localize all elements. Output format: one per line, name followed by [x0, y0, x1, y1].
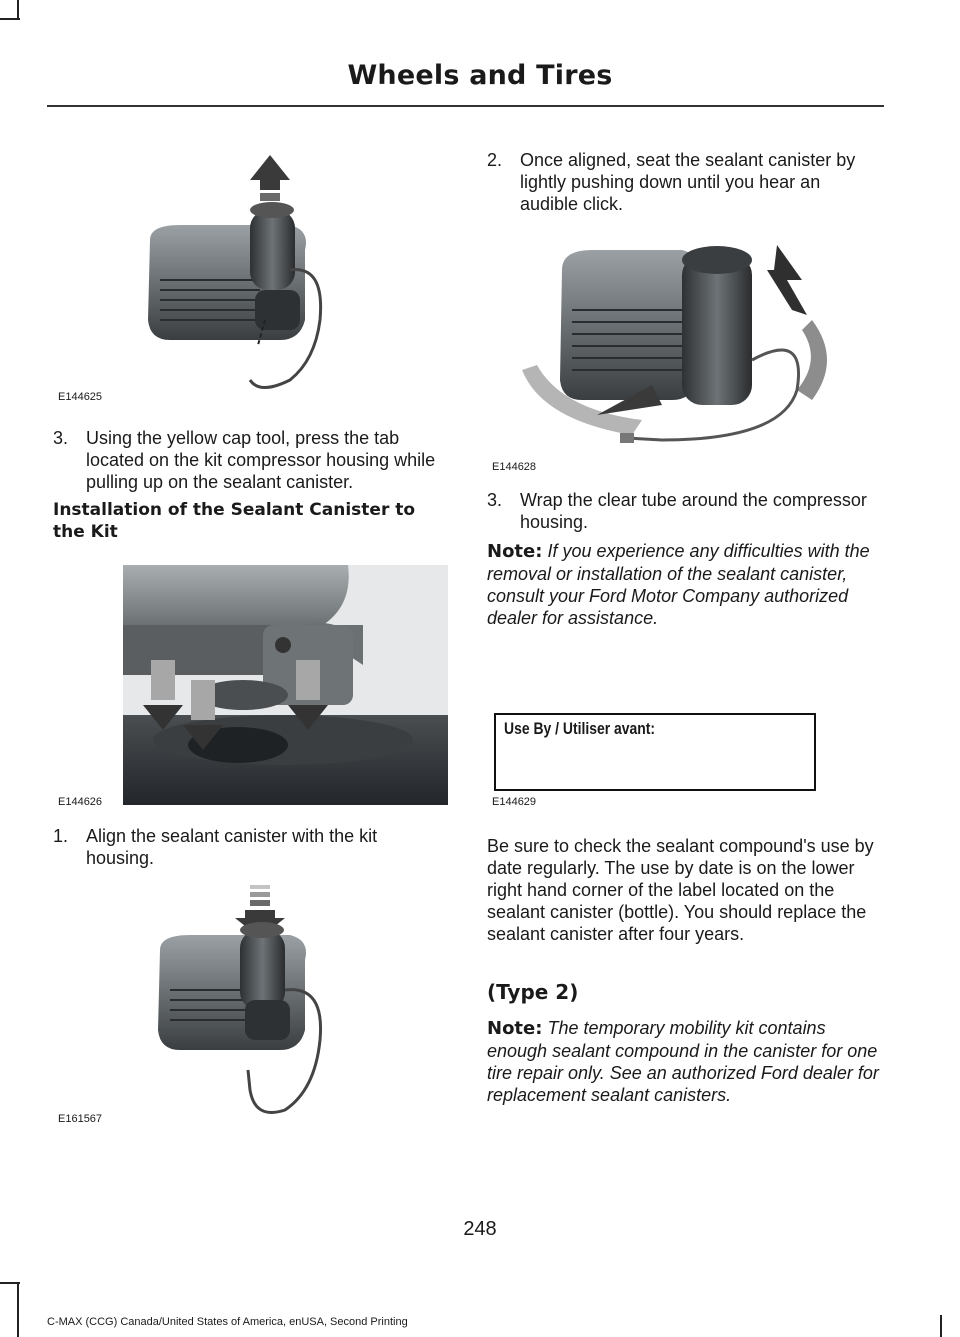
figure-canister-alignment — [123, 565, 448, 805]
step-item — [53, 427, 445, 493]
step-item — [487, 149, 879, 215]
section-heading: Installation of the Sealant Canister to the Kit — [53, 500, 416, 542]
use-by-label — [494, 713, 816, 791]
step-text: Using the yellow cap tool, press the tab located on the kit compressor housing while pulling up on the sealant canister. — [86, 428, 436, 492]
step-number: 2. — [487, 150, 503, 170]
crop-mark — [17, 0, 19, 20]
note-label: Note: — [487, 541, 543, 562]
footer-text: C-MAX (CCG) Canada/United States of America, enUSA, Second Printing — [47, 1316, 408, 1328]
step-text: Wrap the clear tube around the compressor housing. — [520, 490, 867, 532]
body-paragraph: Be sure to check the sealant compound's use by date regularly. The use by date is on the lower right hand corner of the label located on the sealant canister (bottle). You should replace the sealant canister after four years. — [487, 836, 874, 944]
use-by-label-text: Use By / Utiliser avant: — [504, 719, 656, 738]
note-text: If you experience any difficulties with the removal or installation of the sealant canister, consult your Ford Motor Company authorized dealer for assistance. — [487, 541, 870, 628]
crop-mark — [940, 1315, 942, 1337]
step-item — [53, 825, 445, 869]
figure-canister-install — [140, 880, 460, 1130]
page-title: Wheels and Tires — [347, 60, 613, 91]
figure-code: E144625 — [58, 391, 103, 403]
note — [487, 540, 882, 629]
subsection-heading: (Type 2) — [487, 980, 579, 1004]
crop-mark — [0, 1282, 20, 1284]
figure-code: E161567 — [58, 1113, 103, 1125]
figure-code: E144628 — [492, 461, 537, 473]
note-label: Note: — [487, 1018, 543, 1039]
crop-mark — [17, 1282, 19, 1337]
step-text: Align the sealant canister with the kit housing. — [86, 826, 378, 868]
step-number: 1. — [53, 826, 69, 846]
step-number: 3. — [53, 428, 69, 448]
step-text: Once aligned, seat the sealant canister by lightly pushing down until you hear an audible click. — [520, 150, 856, 214]
figure-code: E144626 — [58, 796, 103, 808]
figure-canister-removal — [140, 150, 460, 400]
note-text: The temporary mobility kit contains enough sealant compound in the canister for one tire repair only. See an authorized Ford dealer for replacement sealant canisters. — [487, 1018, 879, 1105]
step-number: 3. — [487, 490, 503, 510]
header-divider — [47, 105, 884, 107]
figure-code: E144629 — [492, 796, 537, 808]
step-item — [487, 489, 879, 533]
crop-mark — [0, 18, 20, 20]
page-number: 248 — [463, 1218, 497, 1240]
note — [487, 1017, 882, 1106]
figure-tube-wrap — [512, 240, 842, 455]
